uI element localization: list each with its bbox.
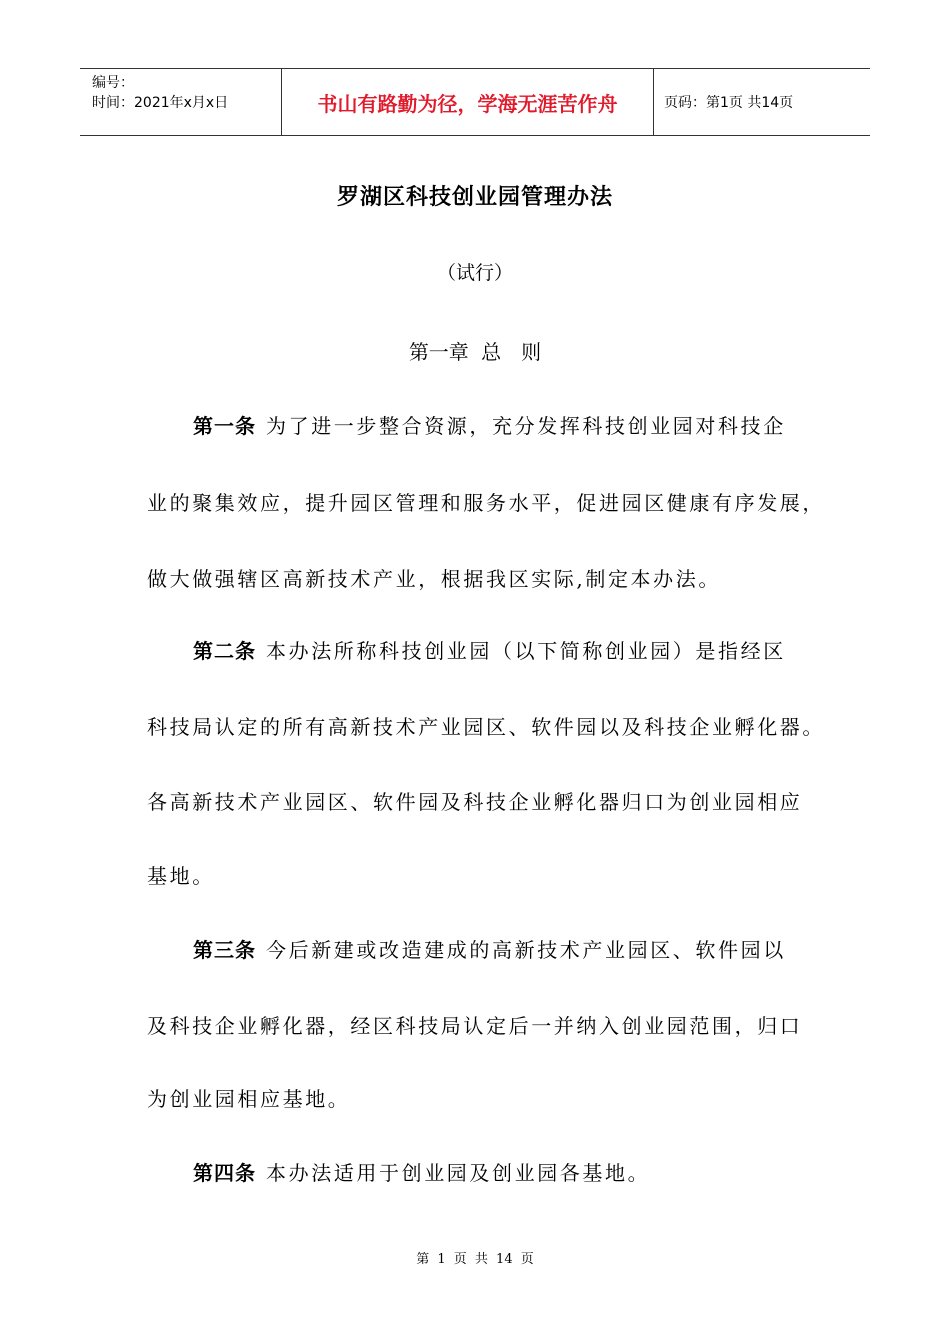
article-3-line-1 bbox=[193, 934, 786, 963]
article-text: 为了进一步整合资源，充分发挥科技创业园对科技企 bbox=[266, 414, 786, 438]
article-3-line-2: 及科技企业孵化器，经区科技局认定后一并纳入创业园范围，归口 bbox=[147, 1014, 803, 1038]
article-label: 第二条 bbox=[193, 639, 256, 663]
article-2-line-4: 基地。 bbox=[147, 864, 215, 888]
number-label: 编号： bbox=[92, 75, 134, 91]
document-title: 罗湖区科技创业园管理办法 bbox=[336, 185, 613, 210]
article-4-line-1 bbox=[193, 1157, 650, 1186]
article-3-line-3: 为创业园相应基地。 bbox=[147, 1087, 351, 1111]
article-text: 本办法所称科技创业园（以下简称创业园）是指经区 bbox=[266, 639, 786, 663]
article-1-line-3: 做大做强辖区高新技术产业，根据我区实际,制定本办法。 bbox=[147, 567, 721, 591]
article-2-line-3: 各高新技术产业园区、软件园及科技企业孵化器归口为创业园相应 bbox=[147, 790, 803, 814]
article-2-line-2: 科技局认定的所有高新技术产业园区、软件园以及科技企业孵化器。 bbox=[147, 715, 825, 739]
document-header bbox=[80, 68, 870, 136]
header-motto: 书山有路勤为径，学海无涯苦作舟 bbox=[282, 69, 654, 135]
article-label: 第一条 bbox=[193, 414, 256, 438]
chapter-heading: 第一章 总 则 bbox=[408, 340, 542, 364]
article-1-line-1 bbox=[193, 410, 786, 439]
time-label: 时间：2021年x月x日 bbox=[92, 95, 229, 111]
header-page-info: 页码：第1页 共14页 bbox=[664, 95, 794, 111]
article-1-line-2: 业的聚集效应，提升园区管理和服务水平，促进园区健康有序发展， bbox=[147, 491, 825, 515]
article-2-line-1 bbox=[193, 635, 786, 664]
article-text: 本办法适用于创业园及创业园各基地。 bbox=[266, 1161, 651, 1185]
article-label: 第四条 bbox=[193, 1161, 256, 1185]
page-footer: 第 1 页 共 14 页 bbox=[416, 1252, 534, 1267]
header-meta bbox=[80, 69, 282, 135]
article-text: 今后新建或改造建成的高新技术产业园区、软件园以 bbox=[266, 938, 786, 962]
article-label: 第三条 bbox=[193, 938, 256, 962]
document-subtitle: （试行） bbox=[436, 262, 513, 284]
